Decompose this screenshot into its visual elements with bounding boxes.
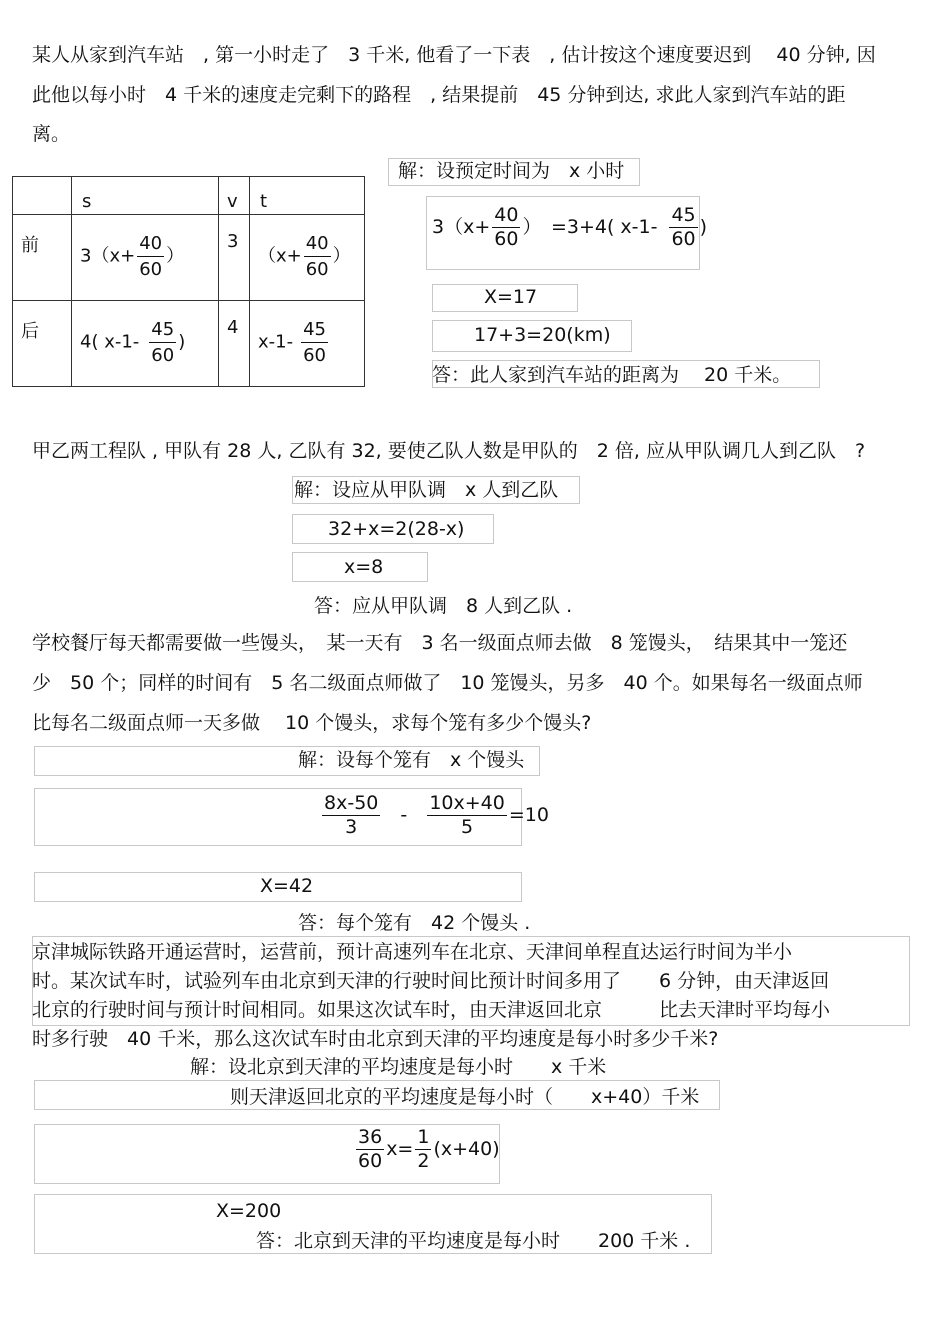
table-cell-v-after: 4	[219, 301, 250, 387]
problem1-line3: 离。	[32, 123, 71, 145]
table-header-v: v	[219, 177, 250, 215]
problem2-question: 甲乙两工程队 , 甲队有 28 人, 乙队有 32, 要使乙队人数是甲队的 2 倍, 应从甲队调几人到乙队 ?	[32, 440, 866, 462]
problem2-solution-intro: 解：设应从甲队调 x 人到乙队	[294, 479, 559, 501]
problem2-x-result: x=8	[344, 556, 384, 578]
problem4-line2: 时。某次试车时，试验列车由北京到天津的行驶时间比预计时间多用了 6 分钟，由天津返回	[32, 970, 830, 992]
table-cell-s-before: 3（x+ $\frac{40}{60}$ ）	[72, 215, 219, 301]
problem4-solution-intro: 解：设北京到天津的平均速度是每小时 x 千米	[190, 1056, 607, 1078]
problem3-answer: 答：每个笼有 42 个馒头 .	[298, 912, 531, 934]
speed-time-table	[12, 176, 365, 387]
table-row-label-after: 后	[13, 301, 72, 387]
fraction: $\frac{40}{60}$	[139, 233, 163, 280]
problem4-answer: 答：北京到天津的平均速度是每小时 200 千米 .	[256, 1230, 691, 1252]
fraction: $\frac{45}{60}$	[671, 204, 696, 250]
table-corner	[13, 177, 72, 215]
fraction: $\frac{8x-50}{3}$	[324, 792, 379, 838]
fraction: $\frac{45}{60}$	[303, 319, 327, 366]
table-cell-t-after: x-1- $\frac{45}{60}$	[250, 301, 365, 387]
table-row-label-before: 前	[13, 215, 72, 301]
fraction: $\frac{40}{60}$	[494, 204, 519, 250]
problem1-line2: 此他以每小时 4 千米的速度走完剩下的路程 , 结果提前 45 分钟到达, 求此人家到汽车站的距	[32, 84, 846, 106]
table-cell-v-before: 3	[219, 215, 250, 301]
fraction: $\frac{40}{60}$	[305, 233, 329, 280]
problem4-solution-line2: 则天津返回北京的平均速度是每小时（ x+40）千米	[230, 1086, 700, 1108]
problem4-line4: 时多行驶 40 千米，那么这次试车时由北京到天津的平均速度是每小时多少千米?	[32, 1028, 719, 1050]
problem2-answer: 答：应从甲队调 8 人到乙队 .	[314, 595, 573, 617]
problem3-solution-intro: 解：设每个笼有 x 个馒头	[298, 749, 525, 771]
problem1-equation: 3（x+ $\frac{40}{60}$ ） =3+4( x-1- $\frac{45}{60}$ )	[432, 204, 708, 250]
fraction: $\frac{36}{60}$	[358, 1126, 383, 1172]
problem1-calculation: 17+3=20(km)	[474, 324, 611, 346]
problem1-answer: 答：此人家到汽车站的距离为 20 千米。	[432, 364, 792, 386]
fraction: $\frac{45}{60}$	[151, 319, 175, 366]
problem3-line3: 比每名二级面点师一天多做 10 个馒头，求每个笼有多少个馒头?	[32, 712, 592, 734]
fraction: $\frac{1}{2}$	[417, 1126, 430, 1172]
table-cell-t-before: （x+ $\frac{40}{60}$ ）	[250, 215, 365, 301]
problem1-solution-intro: 解：设预定时间为 x 小时	[398, 160, 625, 182]
problem1-line1: 某人从家到汽车站 , 第一小时走了 3 千米, 他看了一下表 , 估计按这个速度要迟到 40 分钟, 因	[32, 44, 876, 66]
table-header-t: t	[250, 177, 365, 215]
table-header-s: s	[72, 177, 219, 215]
problem2-equation: 32+x=2(28-x)	[328, 518, 465, 540]
table-cell-s-after: 4( x-1- $\frac{45}{60}$ )	[72, 301, 219, 387]
problem3-line2: 少 50 个；同样的时间有 5 名二级面点师做了 10 笼馒头，另多 40 个。如果每名一级面点师	[32, 672, 863, 694]
fraction: $\frac{10x+40}{5}$	[429, 792, 505, 838]
problem3-x-result: X=42	[260, 875, 314, 897]
problem4-equation: $\frac{36}{60}$ x= $\frac{1}{2}$ (x+40)	[358, 1126, 500, 1172]
problem3-line1: 学校餐厅每天都需要做一些馒头， 某一天有 3 名一级面点师去做 8 笼馒头， 结果其中一笼还	[32, 632, 848, 654]
problem4-line3: 北京的行驶时间与预计时间相同。如果这次试车时，由天津返回北京 比去天津时平均每小	[32, 999, 831, 1021]
problem1-x-result: X=17	[484, 286, 538, 308]
problem4-line1: 京津城际铁路开通运营时，运营前，预计高速列车在北京、天津间单程直达运行时间为半小	[32, 941, 793, 963]
problem4-x-result: X=200	[216, 1200, 282, 1222]
problem3-equation: $\frac{8x-50}{3}$ - $\frac{10x+40}{5}$ =10	[324, 792, 549, 838]
